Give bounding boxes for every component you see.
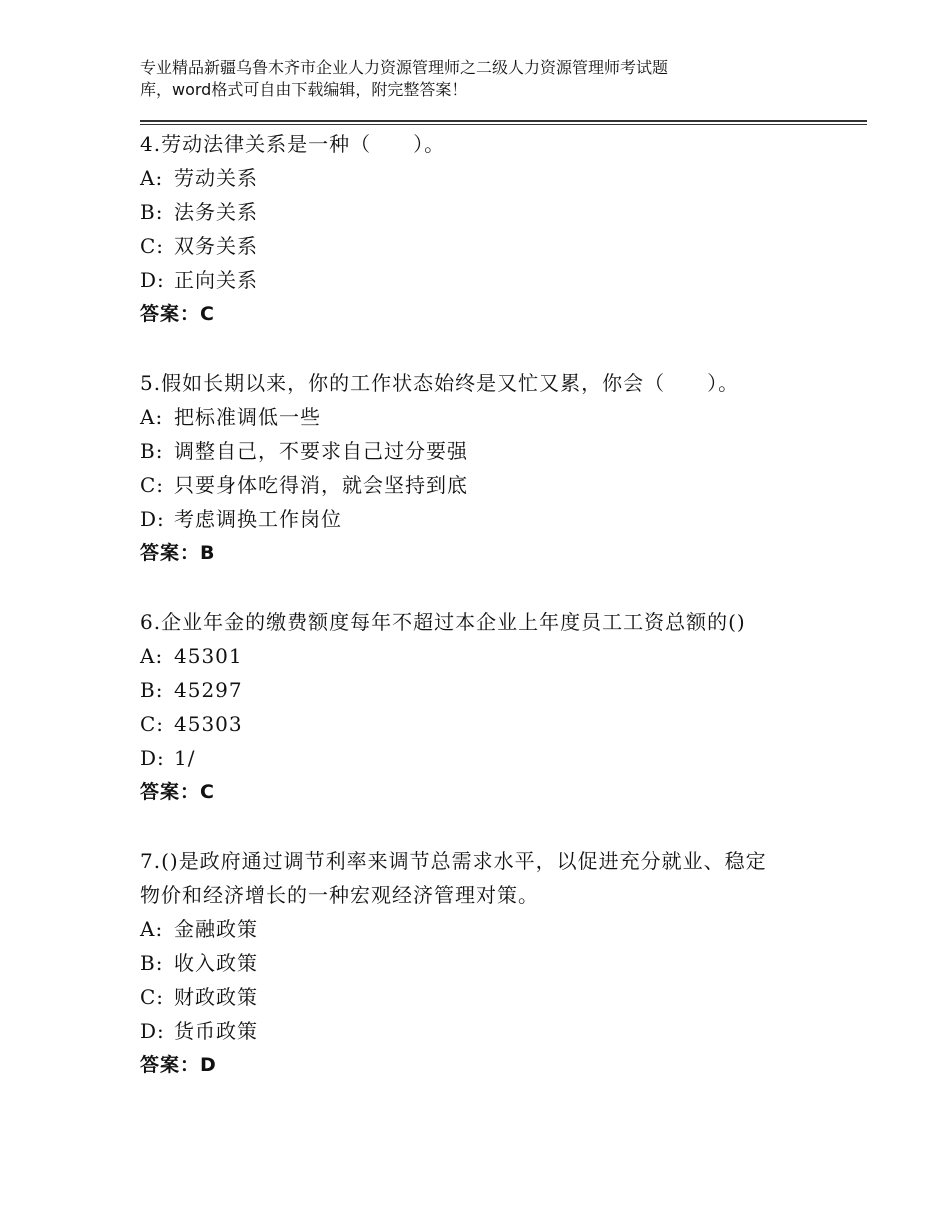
question-text: 5.假如长期以来，你的工作状态始终是又忙又累，你会（ ）。 [140, 371, 740, 395]
option-text: 把标准调低一些 [174, 405, 321, 429]
option-letter: D: [140, 507, 165, 531]
option-d [140, 741, 860, 775]
question-4 [140, 127, 860, 331]
option-a [140, 639, 860, 673]
option-text: 45297 [174, 678, 243, 702]
header-line-1: 专业精品新疆乌鲁木齐市企业人力资源管理师之二级人力资源管理师考试题 [140, 58, 669, 77]
option-letter: C: [140, 473, 165, 497]
question-text: 4.劳动法律关系是一种（ ）。 [140, 132, 446, 156]
option-d [140, 1014, 860, 1048]
option-text: 货币政策 [174, 1019, 258, 1043]
option-text: 收入政策 [174, 951, 258, 975]
option-letter: A: [140, 917, 164, 941]
option-c [140, 468, 860, 502]
option-a [140, 400, 860, 434]
question-text: 6.企业年金的缴费额度每年不超过本企业上年度员工工资总额的() [140, 610, 746, 634]
option-text: 考虑调换工作岗位 [174, 507, 342, 531]
option-letter: B: [140, 678, 164, 702]
option-text: 劳动关系 [174, 166, 258, 190]
option-d [140, 502, 860, 536]
option-a [140, 161, 860, 195]
option-text: 法务关系 [174, 200, 258, 224]
option-b [140, 195, 860, 229]
spacer [140, 570, 860, 605]
option-text: 1/ [174, 746, 196, 770]
option-text: 正向关系 [174, 268, 258, 292]
document-header [140, 57, 780, 101]
option-c [140, 707, 860, 741]
option-b [140, 673, 860, 707]
spacer [140, 809, 860, 844]
option-letter: C: [140, 985, 165, 1009]
header-divider-thin [140, 124, 867, 125]
option-b [140, 946, 860, 980]
question-6 [140, 605, 860, 809]
option-c [140, 980, 860, 1014]
option-text: 双务关系 [174, 234, 258, 258]
option-b [140, 434, 860, 468]
option-letter: D: [140, 746, 165, 770]
option-text: 45301 [174, 644, 243, 668]
question-text-line-1: 7.()是政府通过调节利率来调节总需求水平，以促进充分就业、稳定 [140, 849, 767, 873]
option-letter: D: [140, 268, 165, 292]
option-text: 只要身体吃得消，就会坚持到底 [174, 473, 468, 497]
option-letter: A: [140, 405, 164, 429]
option-letter: A: [140, 166, 164, 190]
option-text: 金融政策 [174, 917, 258, 941]
question-5 [140, 366, 860, 570]
option-letter: D: [140, 1019, 165, 1043]
answer-line: 答案：B [140, 542, 216, 564]
option-letter: B: [140, 200, 164, 224]
option-text: 45303 [174, 712, 243, 736]
header-line-2: 库，word格式可自由下载编辑，附完整答案！ [140, 80, 468, 99]
answer-line: 答案：D [140, 1054, 217, 1076]
header-divider-thick [140, 120, 867, 122]
option-letter: C: [140, 712, 165, 736]
option-text: 调整自己，不要求自己过分要强 [174, 439, 468, 463]
option-letter: B: [140, 951, 164, 975]
question-text-line-2: 物价和经济增长的一种宏观经济管理对策。 [140, 883, 539, 907]
option-text: 财政政策 [174, 985, 258, 1009]
option-letter: C: [140, 234, 165, 258]
answer-line: 答案：C [140, 781, 215, 803]
option-letter: B: [140, 439, 164, 463]
question-list [140, 127, 860, 1082]
option-c [140, 229, 860, 263]
spacer [140, 331, 860, 366]
option-letter: A: [140, 644, 164, 668]
question-7 [140, 844, 860, 1082]
answer-line: 答案：C [140, 303, 215, 325]
option-d [140, 263, 860, 297]
option-a [140, 912, 860, 946]
